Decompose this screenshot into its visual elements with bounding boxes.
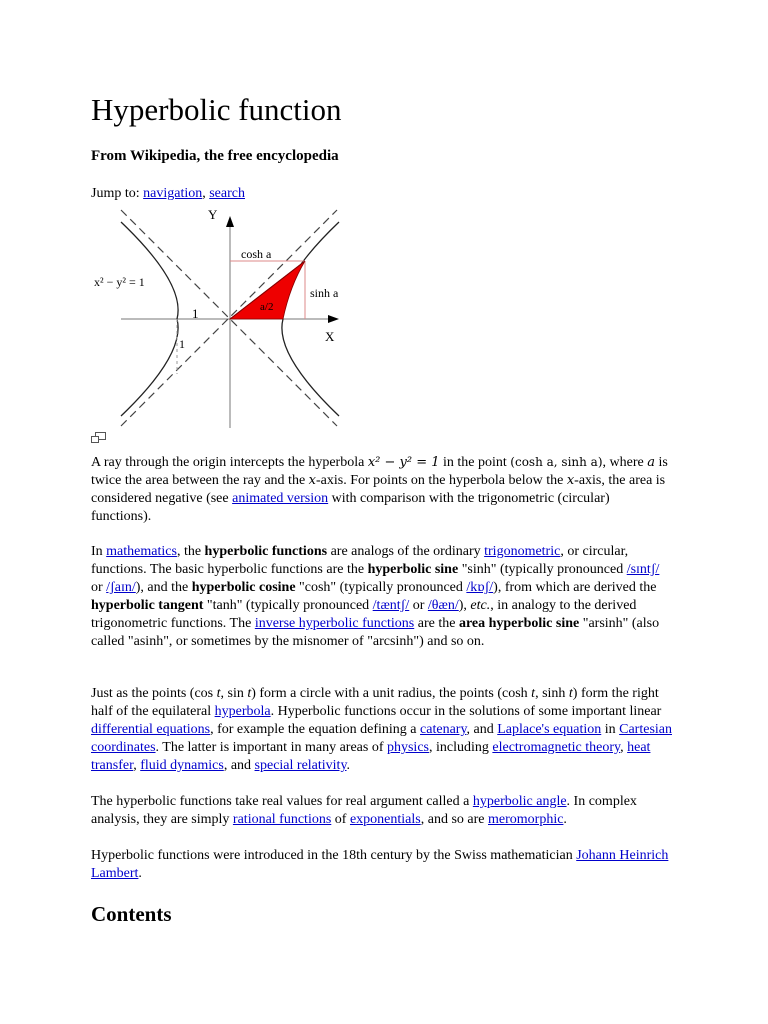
text: , <box>133 758 141 773</box>
italic-text: t <box>216 686 221 701</box>
bold-term: hyperbolic cosine <box>191 580 296 595</box>
lambert-link[interactable]: Johann Heinrich Lambert <box>91 848 669 881</box>
bold-term: hyperbolic functions <box>204 544 328 559</box>
text: "arsinh" (also called "asinh", or sometimes by the misnomer of "arcsinh") and so on. <box>91 616 660 649</box>
text: in <box>601 722 620 737</box>
x-axis-arrow <box>328 315 339 323</box>
text: , or circular, functions. The basic hyperbolic functions are the <box>91 544 629 577</box>
text: The hyperbolic functions take real values for real argument called a <box>91 794 473 809</box>
hyperbola-figure[interactable] <box>91 204 351 430</box>
body-paragraph <box>91 685 673 775</box>
caption-variable: a <box>647 455 655 470</box>
text: . <box>563 812 567 827</box>
hyperbolic-angle-link[interactable]: hyperbolic angle <box>472 794 567 809</box>
text: , and <box>223 758 255 773</box>
italic-text: t <box>568 686 573 701</box>
text: , <box>620 740 628 755</box>
x-axis-label: X <box>325 329 335 344</box>
text: Just as the points (cos <box>91 686 217 701</box>
text: or <box>91 580 107 595</box>
exponentials-link[interactable]: exponentials <box>349 812 421 827</box>
contents-heading: Contents <box>91 902 172 926</box>
fluid-dynamics-link[interactable]: fluid dynamics <box>140 758 224 773</box>
text: , for example the equation defining a <box>210 722 421 737</box>
unit-label-y: 1 <box>179 337 185 351</box>
electromagnetic-theory-link[interactable]: electromagnetic theory <box>492 740 621 755</box>
text: , in analogy to the derived trigonometric functions. The <box>91 598 637 631</box>
catenary-link[interactable]: catenary <box>420 722 467 737</box>
caption-variable: x <box>566 473 575 488</box>
text: "tanh" (typically pronounced <box>203 598 373 613</box>
text: , sinh <box>535 686 569 701</box>
equation-label: x² − y² = 1 <box>94 275 145 289</box>
text: . The latter is important in many areas of <box>155 740 387 755</box>
caption-text: with comparison with the trigonometric (circular) functions). <box>91 491 610 524</box>
unit-label-x: 1 <box>192 306 199 321</box>
navigation-link[interactable]: navigation <box>143 186 203 201</box>
caption-text: -axis. For points on the hyperbola below the <box>316 473 567 488</box>
pronunciation-link[interactable]: /tæntʃ/ <box>372 598 410 613</box>
text: are the <box>414 616 459 631</box>
text: ), and the <box>135 580 192 595</box>
magnify-clip-icon[interactable] <box>91 432 106 443</box>
text: of <box>331 812 350 827</box>
meromorphic-link[interactable]: meromorphic <box>488 812 564 827</box>
animated-version-link[interactable]: animated version <box>232 491 329 506</box>
physics-link[interactable]: physics <box>386 740 429 755</box>
jump-prefix: Jump to: <box>91 186 144 201</box>
page-subtitle: From Wikipedia, the free encyclopedia <box>91 148 339 164</box>
cosh-label: cosh a <box>241 247 272 261</box>
area-label: a/2 <box>260 301 274 313</box>
text: , the <box>176 544 205 559</box>
y-axis-label: Y <box>208 207 218 222</box>
text: , sin <box>220 686 248 701</box>
pronunciation-link[interactable]: /sɪntʃ/ <box>626 562 660 577</box>
italic-text: t <box>247 686 252 701</box>
bold-term: hyperbolic tangent <box>91 598 204 613</box>
jump-links <box>91 186 245 202</box>
text: are analogs of the ordinary <box>327 544 485 559</box>
text: or <box>409 598 428 613</box>
text: ) form a circle with a unit radius, the points (cosh <box>251 686 532 701</box>
caption-point: (cosh a, sinh a) <box>510 455 603 469</box>
text: . <box>138 866 142 881</box>
text: In <box>91 544 107 559</box>
laplace-equation-link[interactable]: Laplace's equation <box>497 722 602 737</box>
figure-caption <box>91 453 673 526</box>
bold-term: area hyperbolic sine <box>458 616 580 631</box>
trigonometric-link[interactable]: trigonometric <box>484 544 561 559</box>
intro-paragraph <box>91 543 673 651</box>
sinh-label: sinh a <box>310 286 339 300</box>
caption-text: A ray through the origin intercepts the hyperbola <box>91 455 368 470</box>
hyperbola-link[interactable]: hyperbola <box>214 704 271 719</box>
italic-text: etc. <box>470 598 491 613</box>
text: ) form the right half of the equilateral <box>91 686 659 719</box>
text: . <box>346 758 351 773</box>
text: ), <box>458 598 471 613</box>
text: , and so are <box>420 812 488 827</box>
text: ), from which are derived the <box>493 580 657 595</box>
body-paragraph <box>91 847 673 883</box>
differential-equations-link[interactable]: differential equations <box>91 722 211 737</box>
rational-functions-link[interactable]: rational functions <box>232 812 332 827</box>
caption-text: , where <box>602 455 648 470</box>
body-paragraph <box>91 793 673 829</box>
text: , and <box>466 722 498 737</box>
pronunciation-link[interactable]: /ʃaɪn/ <box>106 580 136 595</box>
special-relativity-link[interactable]: special relativity <box>254 758 347 773</box>
inverse-hyperbolic-link[interactable]: inverse hyperbolic functions <box>254 616 415 631</box>
jump-separator: , <box>202 186 210 201</box>
mathematics-link[interactable]: mathematics <box>106 544 177 559</box>
caption-variable: x <box>308 473 317 488</box>
pronunciation-link[interactable]: /kɒʃ/ <box>466 580 494 595</box>
caption-equation: x² − y² = 1 <box>367 455 440 470</box>
page-title: Hyperbolic function <box>91 92 342 127</box>
text: , including <box>428 740 493 755</box>
y-axis-arrow <box>226 216 234 227</box>
pronunciation-link[interactable]: /θæn/ <box>427 598 459 613</box>
caption-text: is twice the area between the ray and the <box>91 455 668 488</box>
text: . Hyperbolic functions occur in the solutions of some important linear <box>270 704 662 719</box>
caption-text: -axis, the area is considered negative (see <box>91 473 666 506</box>
search-link[interactable]: search <box>209 186 245 201</box>
text: "sinh" (typically pronounced <box>458 562 627 577</box>
text: Hyperbolic functions were introduced in the 18th century by the Swiss mathematician <box>91 848 577 863</box>
cartesian-coordinates-link[interactable]: Cartesian coordinates <box>91 722 672 755</box>
text: "cosh" (typically pronounced <box>295 580 467 595</box>
italic-text: t <box>531 686 536 701</box>
bold-term: hyperbolic sine <box>367 562 459 577</box>
text: . In complex analysis, they are simply <box>91 794 637 827</box>
caption-text: in the point <box>439 455 511 470</box>
heat-transfer-link[interactable]: heat transfer <box>91 740 651 773</box>
